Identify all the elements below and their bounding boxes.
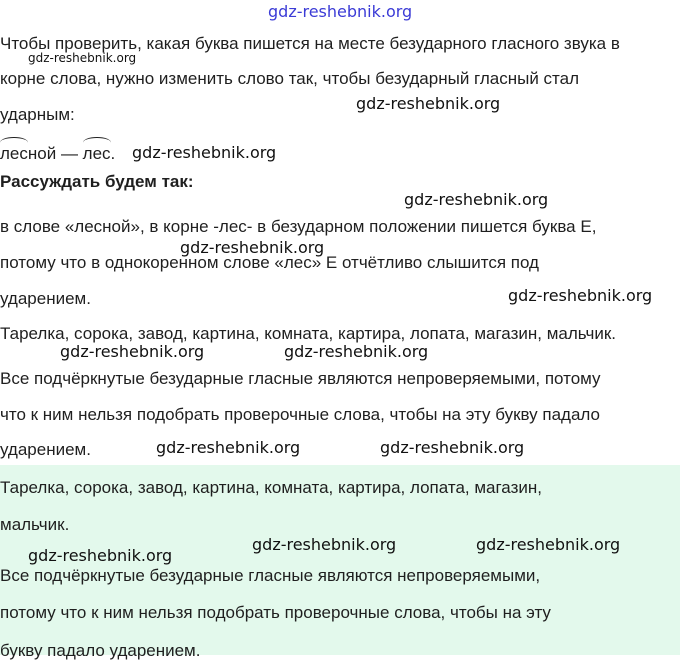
root-mark-1: лес [0, 144, 28, 163]
para2-line-3: ударением. [0, 289, 91, 308]
example-dash: — [56, 144, 83, 163]
watermark: gdz-reshebnik.org [508, 286, 653, 305]
watermark: gdz-reshebnik.org [404, 190, 549, 209]
watermark: gdz-reshebnik.org [28, 51, 137, 65]
para3-line-3: ударением. [0, 440, 91, 459]
words-line: Тарелка, сорока, завод, картина, комната, картира, лопата, магазин, мальчик. [0, 324, 616, 343]
example-line [0, 143, 115, 165]
para2-line-1: в слове «лесной», в корне -лес- в безударном положении пишется буква Е, [0, 217, 597, 236]
green-para-line-1: Все подчёркнутые безударные гласные являются непроверяемыми, [0, 566, 541, 585]
para1-line-3: ударным: [0, 105, 75, 124]
green-words-line-2: мальчик. [0, 515, 70, 534]
example-rest-2: . [110, 144, 116, 163]
watermark: gdz-reshebnik.org [132, 143, 277, 162]
watermark: gdz-reshebnik.org [356, 94, 501, 113]
watermark: gdz-reshebnik.org [60, 342, 205, 361]
green-words-line-1: Тарелка, сорока, завод, картина, комната, картира, лопата, магазин, [0, 478, 542, 497]
green-para-line-3: букву падало ударением. [0, 641, 201, 660]
watermark: gdz-reshebnik.org [180, 238, 325, 257]
para3-line-2: что к ним нельзя подобрать проверочные слова, чтобы на эту букву падало [0, 405, 600, 424]
watermark: gdz-reshebnik.org [284, 342, 429, 361]
watermark: gdz-reshebnik.org [156, 438, 301, 457]
para3-line-1: Все подчёркнутые безударные гласные являются непроверяемыми, потому [0, 369, 601, 388]
watermark-top: gdz-reshebnik.org [268, 2, 413, 21]
watermark: gdz-reshebnik.org [252, 535, 397, 554]
watermark: gdz-reshebnik.org [476, 535, 621, 554]
watermark: gdz-reshebnik.org [380, 438, 525, 457]
para2-line-2: потому что в однокоренном слове «лес» Е отчётливо слышится под [0, 253, 539, 272]
root-mark-2: лес [82, 144, 111, 163]
reasoning-heading: Рассуждать будем так: [0, 172, 194, 191]
example-rest-1: ной [27, 144, 57, 163]
para1-line-1: Чтобы проверить, какая буква пишется на месте безударного гласного звука в [0, 34, 620, 53]
para1-line-2: корне слова, нужно изменить слово так, чтобы безударный гласный стал [0, 69, 580, 88]
green-para-line-2: потому что к ним нельзя подобрать проверочные слова, чтобы на эту [0, 603, 551, 622]
watermark: gdz-reshebnik.org [28, 546, 173, 565]
